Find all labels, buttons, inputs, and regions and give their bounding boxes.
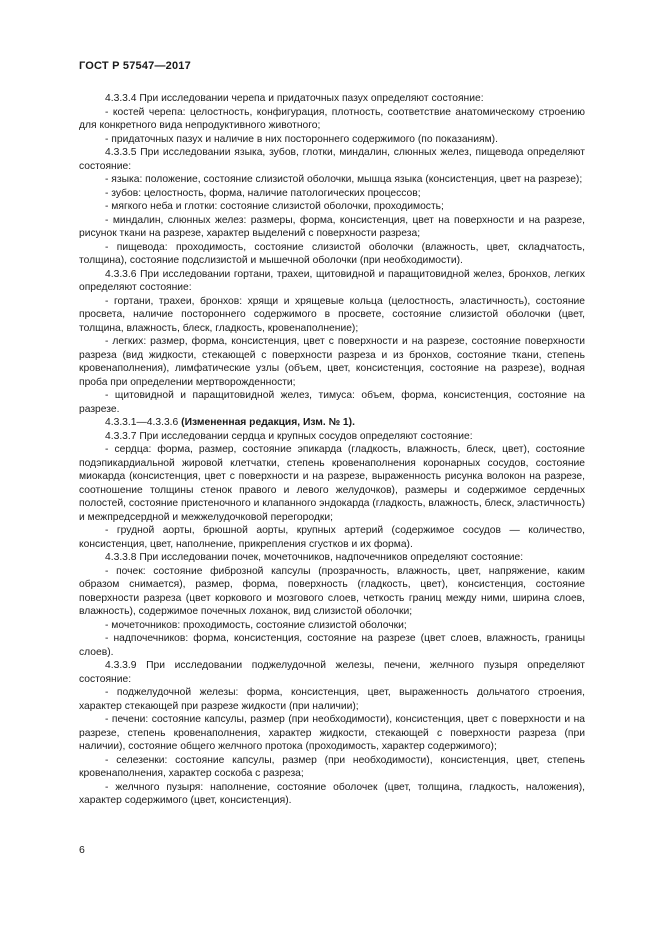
paragraph: 4.3.3.4 При исследовании черепа и придаточных пазух определяют состояние: [105, 93, 484, 104]
section-range: 4.3.3.1—4.3.3.6 [105, 417, 179, 428]
paragraph: 4.3.3.8 При исследовании почек, мочеточников, надпочечников определяют состояние: [105, 552, 524, 563]
document-body [79, 92, 585, 808]
paragraph: - почек: состояние фиброзной капсулы (прозрачность, влажность, цвет, напряжение, каким образом снимается), размер, форма, поверхность (гладкость, цвет), консистенция, состояние поверхности разреза (цвет коркового и мозгового слоев, четкость границ между ними, ширина слоев, влажность), содержимое почечных лоханок, вид слизистой оболочки; [79, 565, 585, 617]
paragraph: - легких: размер, форма, консистенция, цвет с поверхности и на разрезе, состояние поверхности разреза (вид жидкости, стекающей с поверхности разреза и из бронхов, состояние ткани, степень кровенаполнения), лимфатические узлы (объем, цвет, консистенция, состояние на разрезе), водная проба при определении мертворожденности; [79, 336, 585, 388]
amendment-note: (Измененная редакция, Изм. № 1). [181, 417, 355, 428]
paragraph: 4.3.3.5 При исследовании языка, зубов, глотки, миндалин, слюнных желез, пищевода определяют состояние: [79, 147, 585, 172]
paragraph: 4.3.3.6 При исследовании гортани, трахеи, щитовидной и паращитовидной желез, бронхов, легких определяют состояние: [79, 268, 585, 293]
paragraph: - гортани, трахеи, бронхов: хрящи и хрящевые кольца (целостность, эластичность), состояние просвета, наличие постороннего содержимого в просвете, состояние слизистой оболочки (цвет, толщина, влажность, блеск, гладкость, кровенаполнение); [79, 295, 585, 334]
paragraph: - миндалин, слюнных желез: размеры, форма, консистенция, цвет на поверхности и на разрезе, рисунок ткани на разрезе, характер выделений с поверхности разреза; [79, 214, 585, 239]
paragraph: - поджелудочной железы: форма, консистенция, цвет, выраженность дольчатого строения, характер стекающей при разрезе жидкости (при наличии); [79, 687, 585, 712]
document-header: ГОСТ Р 57547—2017 [79, 60, 191, 72]
paragraph: - костей черепа: целостность, конфигурация, плотность, соответствие анатомическому строению для конкретного вида непродуктивного животного; [79, 106, 585, 131]
paragraph: - селезенки: состояние капсулы, размер (при необходимости), консистенция, цвет, степень кровенаполнения, характер соскоба с разреза; [79, 754, 585, 779]
paragraph: 4.3.3.9 При исследовании поджелудочной железы, печени, желчного пузыря определяют состояние: [79, 660, 585, 685]
paragraph: 4.3.3.7 При исследовании сердца и крупных сосудов определяют состояние: [105, 430, 473, 442]
paragraph: - печени: состояние капсулы, размер (при необходимости), консистенция, цвет с поверхности и на разрезе, степень кровенаполнения, характер жидкости, стекающей с поверхности разреза (при наличии), состояние общего желчного протока (проходимость, характер содержимого); [79, 714, 585, 752]
paragraph: - пищевода: проходимость, состояние слизистой оболочки (влажность, цвет, складчатость, толщина), состояние подслизистой и мышечной оболочки (при необходимости). [79, 241, 585, 266]
paragraph: - надпочечников: форма, консистенция, состояние на разрезе (цвет слоев, влажность, границы слоев). [79, 633, 585, 658]
paragraph: - грудной аорты, брюшной аорты, крупных артерий (содержимое сосудов — количество, консистенция, цвет, наполнение, прикрепления сгустков и их форма). [79, 525, 585, 550]
paragraph: - мягкого неба и глотки: состояние слизистой оболочки, проходимость; [105, 201, 444, 212]
paragraph: - сердца: форма, размер, состояние эпикарда (гладкость, влажность, блеск, цвет), состояние подэпикардиальной жировой клетчатки, степень кровенаполнения коронарных сосудов, состояние миокарда (консистенция, цвет с поверхности и на разрезе, выраженность рисунка волокон на разрезе, соотношение толщины стенок правого и левого желудочков), размеры и содержимое сердечных полостей, состояние пристеночного и клапанного эндокарда (гладкость, влажность, блеск, эластичность) и межпредсердной и межжелудочковой перегородки; [79, 444, 585, 523]
paragraph: - зубов: целостность, форма, наличие патологических процессов; [105, 187, 421, 199]
amendment-paragraph [79, 416, 585, 430]
paragraph: - мочеточников: проходимость, состояние слизистой оболочки; [105, 619, 407, 631]
paragraph: - щитовидной и паращитовидной желез, тимуса: объем, форма, консистенция, состояние на разрезе. [79, 390, 585, 415]
paragraph: - языка: положение, состояние слизистой оболочки, мышца языка (консистенция, цвет на разрезе); [105, 174, 583, 185]
paragraph: - желчного пузыря: наполнение, состояние оболочек (цвет, толщина, гладкость, наложения), характер содержимого (цвет, консистенция). [79, 781, 585, 806]
page-number: 6 [79, 844, 85, 856]
paragraph: - придаточных пазух и наличие в них постороннего содержимого (по показаниям). [105, 133, 498, 145]
